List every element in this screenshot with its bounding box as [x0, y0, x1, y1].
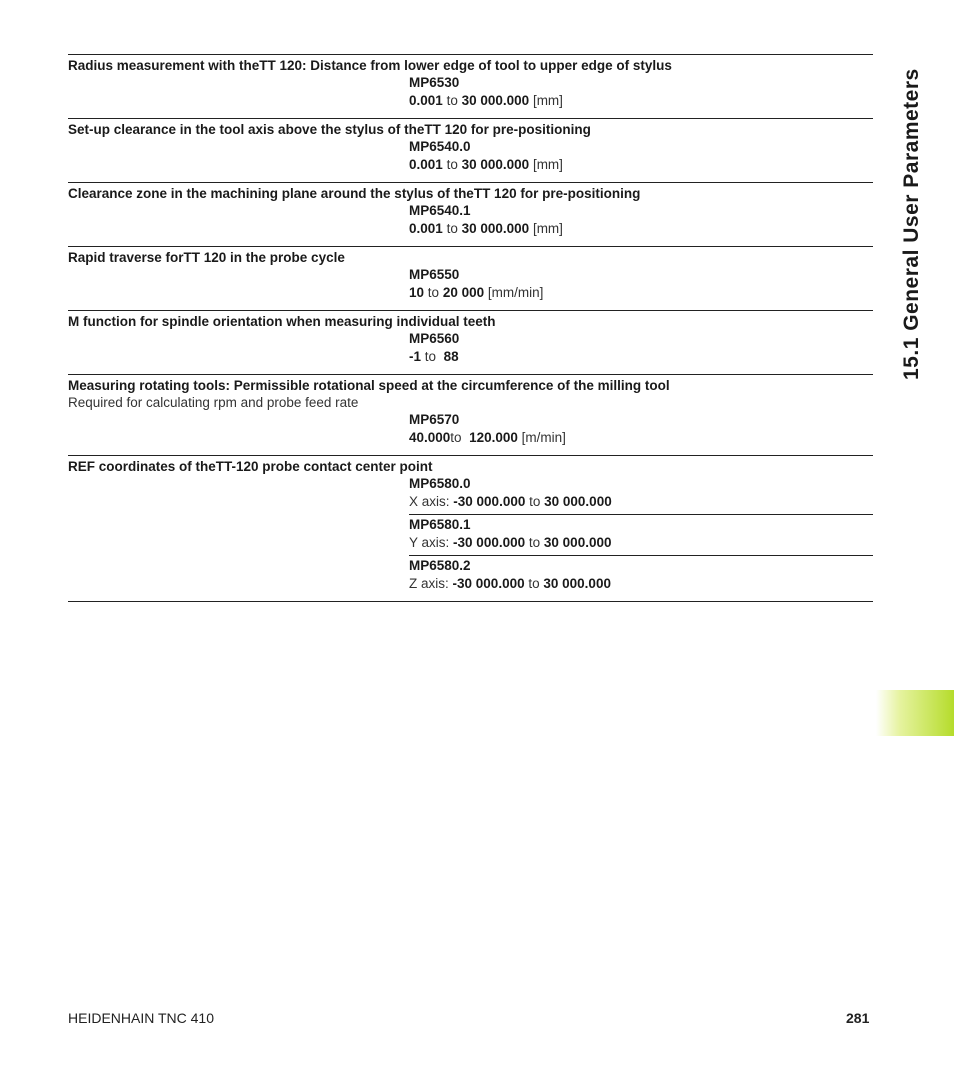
param-name: MP6530: [409, 75, 460, 90]
range-min: -30 000.000: [452, 576, 525, 591]
range-to: to: [528, 535, 541, 550]
param-section-mp6540-0: [68, 118, 873, 182]
param-range: [409, 156, 873, 174]
param-entry: [409, 74, 873, 110]
param-entry: [409, 516, 873, 552]
chapter-side-title: 15.1 General User Parameters: [900, 68, 923, 380]
param-name: MP6580.1: [409, 517, 471, 532]
section-title: Radius measurement with theTT 120: Distance from lower edge of tool to upper edge of stylus: [68, 58, 672, 73]
range-max: 30 000.000: [461, 157, 530, 172]
parameter-list: [68, 54, 873, 602]
range-to: to: [528, 576, 540, 591]
param-section-mp6580: [68, 455, 873, 602]
param-section-mp6530: [68, 54, 873, 118]
param-range: [409, 220, 873, 238]
section-title: Measuring rotating tools: Permissible rotational speed at the circumference of the milling tool: [68, 378, 670, 393]
range-min: 0.001: [409, 221, 443, 236]
param-section-mp6550: [68, 246, 873, 310]
ref-sub-entry-x: [409, 475, 873, 511]
section-title: REF coordinates of theTT-120 probe contact center point: [68, 459, 433, 474]
range-max: 120.000: [469, 430, 518, 445]
param-section-mp6560: [68, 310, 873, 374]
ref-sub-entry-y: [409, 514, 873, 552]
param-entry: [409, 411, 873, 447]
axis-label: Y axis:: [409, 535, 450, 550]
param-range: [409, 493, 873, 511]
range-max: 88: [443, 349, 459, 364]
range-to: to: [446, 93, 458, 108]
range-to: to: [446, 157, 458, 172]
range-to: to: [450, 430, 462, 445]
range-to: to: [427, 285, 440, 300]
param-range: [409, 284, 873, 302]
param-range: [409, 534, 873, 552]
ref-sub-entry-z: [409, 555, 873, 593]
param-name: MP6550: [409, 267, 460, 282]
range-max: 30 000.000: [544, 494, 612, 509]
range-min: 40.000: [409, 430, 451, 445]
param-entry: [409, 475, 873, 511]
param-range: [409, 575, 873, 593]
param-range: [409, 92, 873, 110]
range-min: 0.001: [409, 157, 443, 172]
range-max: 30 000.000: [461, 93, 530, 108]
range-max: 20 000: [442, 285, 485, 300]
section-title: Set-up clearance in the tool axis above the stylus of theTT 120 for pre-positioning: [68, 122, 591, 137]
range-min: -30 000.000: [453, 535, 526, 550]
axis-label: X axis:: [409, 494, 450, 509]
param-name: MP6580.2: [409, 558, 471, 573]
axis-label: Z axis:: [409, 576, 449, 591]
section-title: Rapid traverse forTT 120 in the probe cycle: [68, 250, 345, 265]
chapter-tab: [876, 690, 954, 736]
range-unit: [mm]: [532, 221, 563, 236]
range-min: -1: [409, 349, 422, 364]
range-max: 30 000.000: [461, 221, 530, 236]
range-min: -30 000.000: [453, 494, 526, 509]
range-max: 30 000.000: [543, 535, 612, 550]
param-entry: [409, 202, 873, 238]
section-title: Clearance zone in the machining plane around the stylus of theTT 120 for pre-positioning: [68, 186, 641, 201]
range-min: 10: [409, 285, 425, 300]
param-entry: [409, 138, 873, 174]
param-section-mp6540-1: [68, 182, 873, 246]
param-name: MP6580.0: [409, 476, 471, 491]
range-unit: [m/min]: [521, 430, 566, 445]
page-number: 281: [846, 1010, 870, 1026]
param-name: MP6570: [409, 412, 460, 427]
range-to: to: [529, 494, 541, 509]
param-section-mp6570: [68, 374, 873, 455]
range-unit: [mm]: [532, 157, 563, 172]
section-title: M function for spindle orientation when measuring individual teeth: [68, 314, 496, 329]
param-name: MP6540.1: [409, 203, 471, 218]
param-name: MP6560: [409, 331, 460, 346]
param-entry: [409, 266, 873, 302]
range-unit: [mm]: [532, 93, 563, 108]
section-note: Required for calculating rpm and probe feed rate: [68, 395, 359, 410]
param-name: MP6540.0: [409, 139, 471, 154]
range-to: to: [424, 349, 437, 364]
param-entry: [409, 330, 873, 366]
range-unit: [mm/min]: [487, 285, 544, 300]
footer-product-name: HEIDENHAIN TNC 410: [68, 1010, 215, 1026]
range-to: to: [446, 221, 458, 236]
param-range: [409, 348, 873, 366]
range-min: 0.001: [409, 93, 443, 108]
range-max: 30 000.000: [543, 576, 611, 591]
param-entry: [409, 557, 873, 593]
param-range: [409, 429, 873, 447]
